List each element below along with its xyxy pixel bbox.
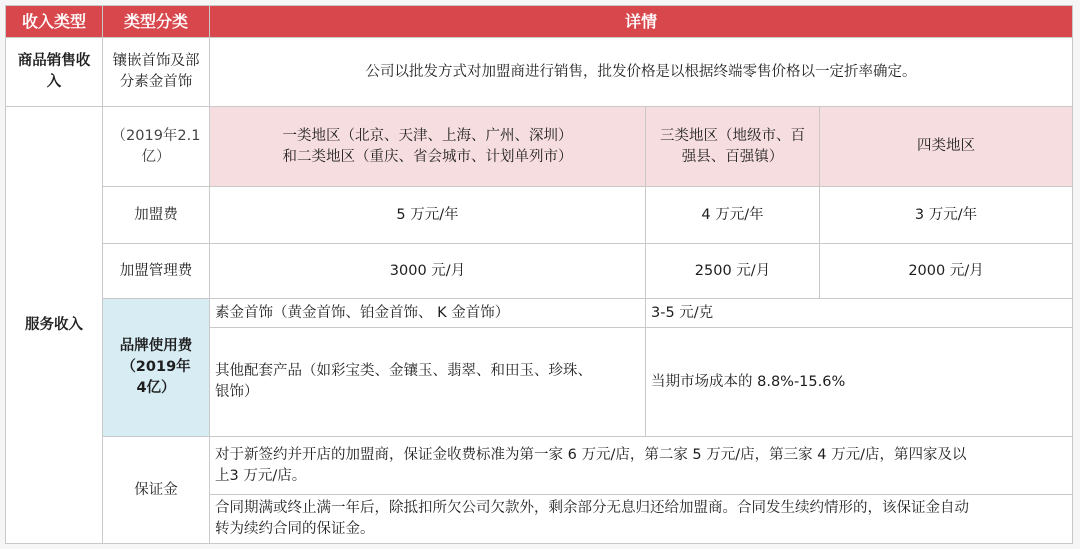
brand-fee-gold-row — [6, 299, 1073, 328]
sales-category-cell — [103, 38, 210, 107]
deposit-row-1 — [6, 437, 1073, 495]
header-income-type: 收入类型 — [6, 6, 103, 38]
sales-detail: 公司以批发方式对加盟商进行销售，批发价格是以根据终端零售价格以一定折率确定。 — [210, 38, 1073, 107]
deposit-text-1-line2: 上3 万元/店。 — [215, 467, 307, 484]
deposit-text-2-line2: 转为续约合同的保证金。 — [215, 521, 375, 537]
franchise-fee-label: 加盟费 — [103, 187, 210, 244]
brand-fee-label-line2: （2019年 — [121, 359, 191, 375]
brand-fee-other-rate: 当期市场成本的 8.8%-15.6% — [646, 328, 1073, 437]
brand-fee-other-item-line1: 其他配套产品（如彩宝类、金镶玉、翡翠、和田玉、珍珠、 — [215, 363, 592, 379]
header-details: 详情 — [210, 6, 1073, 38]
service-type-cell: 服务收入 — [6, 107, 103, 544]
header-category: 类型分类 — [103, 6, 210, 38]
management-fee-label: 加盟管理费 — [103, 244, 210, 299]
brand-fee-other-item-line2: 银饰） — [215, 384, 259, 400]
sales-category-line1: 镶嵌首饰及部 — [112, 53, 200, 69]
deposit-text-1-line1: 对于新签约并开店的加盟商，保证金收费标准为第一家 6 万元/店，第二家 5 万元/店，第三家 4 万元/店，第四家及以 — [215, 446, 967, 463]
franchise-fee-row — [6, 187, 1073, 244]
tier3-region-header — [646, 107, 820, 187]
region-category-cell — [103, 107, 210, 187]
deposit-text-1 — [210, 437, 1073, 495]
brand-fee-other-item — [210, 328, 646, 437]
management-fee-row — [6, 244, 1073, 299]
sales-type-line1: 商品销售收 — [17, 53, 91, 69]
tier12-line1: 一类地区（北京、天津、上海、广州、深圳） — [282, 127, 573, 144]
brand-fee-gold-item: 素金首饰（黄金首饰、铂金首饰、 K 金首饰） — [210, 299, 646, 328]
region-category-line1: （2019年2.1 — [111, 127, 201, 144]
franchise-fee-tier12: 5 万元/年 — [210, 187, 646, 244]
region-category-line2: 亿） — [141, 148, 171, 165]
tier12-line2: 和二类地区（重庆、省会城市、计划单列市） — [282, 148, 573, 165]
brand-fee-gold-rate: 3-5 元/克 — [646, 299, 1073, 328]
franchise-fee-tier4: 3 万元/年 — [820, 187, 1073, 244]
sales-category-line2: 分素金首饰 — [119, 74, 193, 90]
tier3-line1: 三类地区（地级市、百 — [660, 127, 805, 144]
revenue-table — [5, 5, 1073, 544]
management-fee-tier4: 2000 元/月 — [820, 244, 1073, 299]
tier4-region-header: 四类地区 — [820, 107, 1073, 187]
header-row — [6, 6, 1073, 38]
management-fee-tier3: 2500 元/月 — [646, 244, 820, 299]
sales-type-line2: 入 — [46, 74, 62, 90]
tier12-region-header — [210, 107, 646, 187]
franchise-fee-tier3: 4 万元/年 — [646, 187, 820, 244]
deposit-text-2-line1: 合同期满或终止满一年后，除抵扣所欠公司欠款外，剩余部分无息归还给加盟商。合同发生续约情形的，该保证金自动 — [215, 500, 969, 516]
brand-fee-label-line1: 品牌使用费 — [119, 338, 193, 354]
management-fee-tier12: 3000 元/月 — [210, 244, 646, 299]
deposit-text-2 — [210, 495, 1073, 544]
brand-fee-label-line3: 4亿） — [136, 380, 176, 396]
sales-row — [6, 38, 1073, 107]
tier3-line2: 强县、百强镇） — [681, 148, 784, 165]
brand-fee-label — [103, 299, 210, 437]
sales-type-cell — [6, 38, 103, 107]
deposit-label: 保证金 — [103, 437, 210, 544]
region-header-row — [6, 107, 1073, 187]
